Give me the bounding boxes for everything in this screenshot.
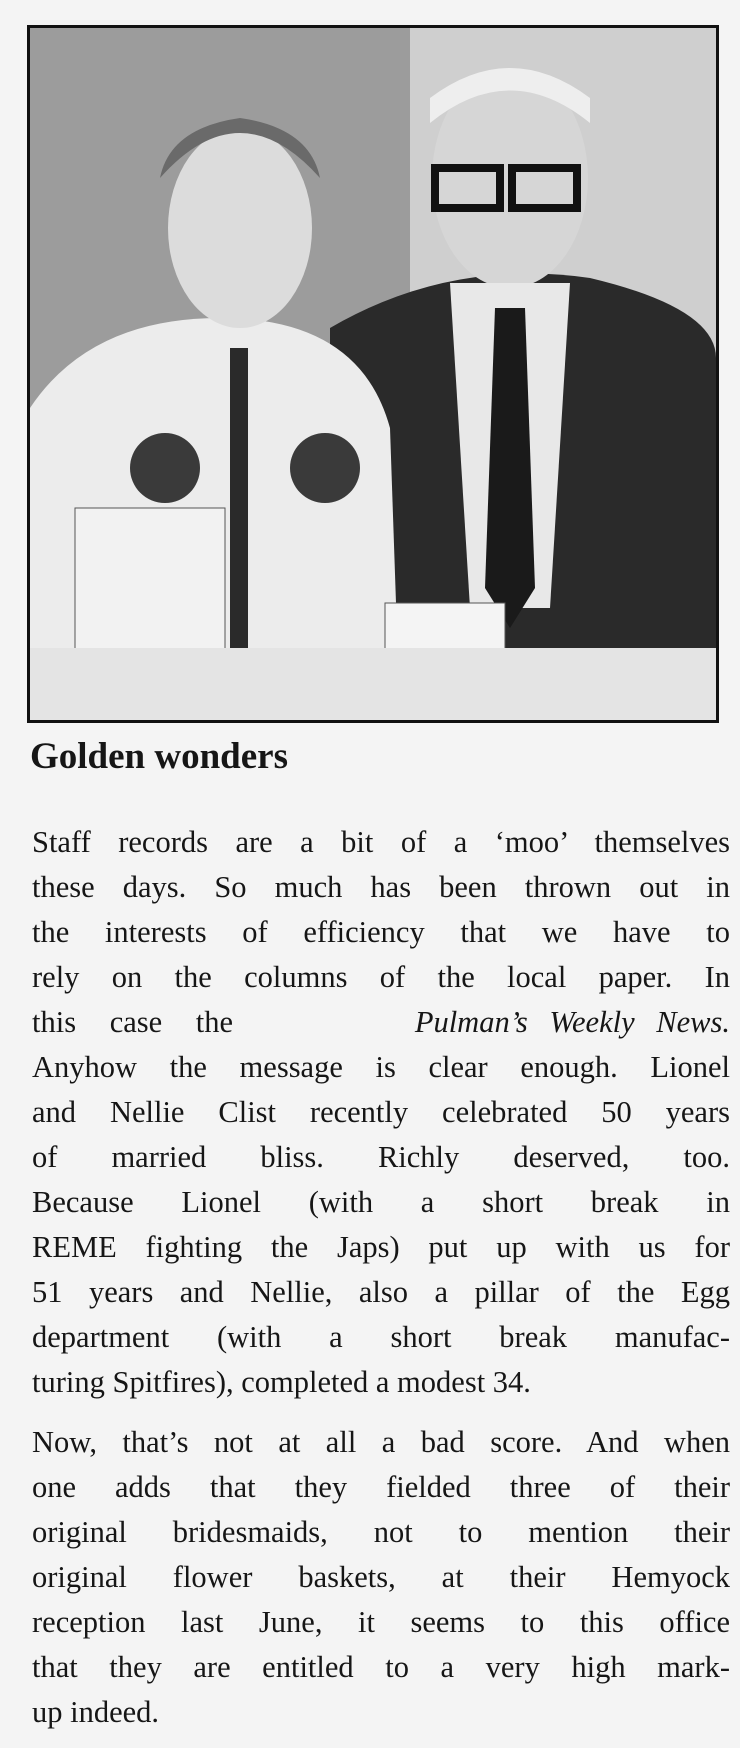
text-line: the interests of efficiency that we have to — [32, 915, 730, 949]
article-paragraph-2 — [32, 1420, 730, 1735]
text-line: these days. So much has been thrown out in — [32, 870, 730, 904]
text-line: one adds that they fielded three of their — [32, 1470, 730, 1504]
text-line: that they are entitled to a very high mark- — [32, 1650, 730, 1684]
text-line: of married bliss. Richly deserved, too. — [32, 1140, 730, 1174]
text-line: 51 years and Nellie, also a pillar of the Egg — [32, 1275, 730, 1309]
article-title: Golden wonders — [30, 736, 289, 777]
photo-illustration — [30, 28, 716, 720]
text-line: turing Spitfires), completed a modest 34. — [32, 1365, 531, 1399]
newspaper-name: Pulman’s Weekly News. — [414, 1005, 730, 1039]
text-line: up indeed. — [32, 1695, 160, 1729]
couple-photo — [27, 25, 719, 723]
text-line: REME fighting the Japs) put up with us for — [32, 1230, 730, 1264]
text-line: Now, that’s not at all a bad score. And when — [32, 1425, 730, 1459]
text-line: Anyhow the message is clear enough. Lionel — [32, 1050, 730, 1084]
text-line: department (with a short break manufac- — [32, 1320, 730, 1354]
text-line: Staff records are a bit of a ‘moo’ themselves — [32, 825, 730, 859]
text-line: and Nellie Clist recently celebrated 50 years — [32, 1095, 730, 1129]
text-line: reception last June, it seems to this office — [32, 1605, 730, 1639]
text-fragment: this case the — [32, 1005, 234, 1039]
text-line: rely on the columns of the local paper. In — [32, 960, 730, 994]
text-line: Because Lionel (with a short break in — [32, 1185, 730, 1219]
article-paragraph-1 — [32, 820, 730, 1405]
text-line: original bridesmaids, not to mention their — [32, 1515, 730, 1549]
text-line — [32, 1000, 730, 1045]
text-line: original flower baskets, at their Hemyock — [32, 1560, 730, 1594]
